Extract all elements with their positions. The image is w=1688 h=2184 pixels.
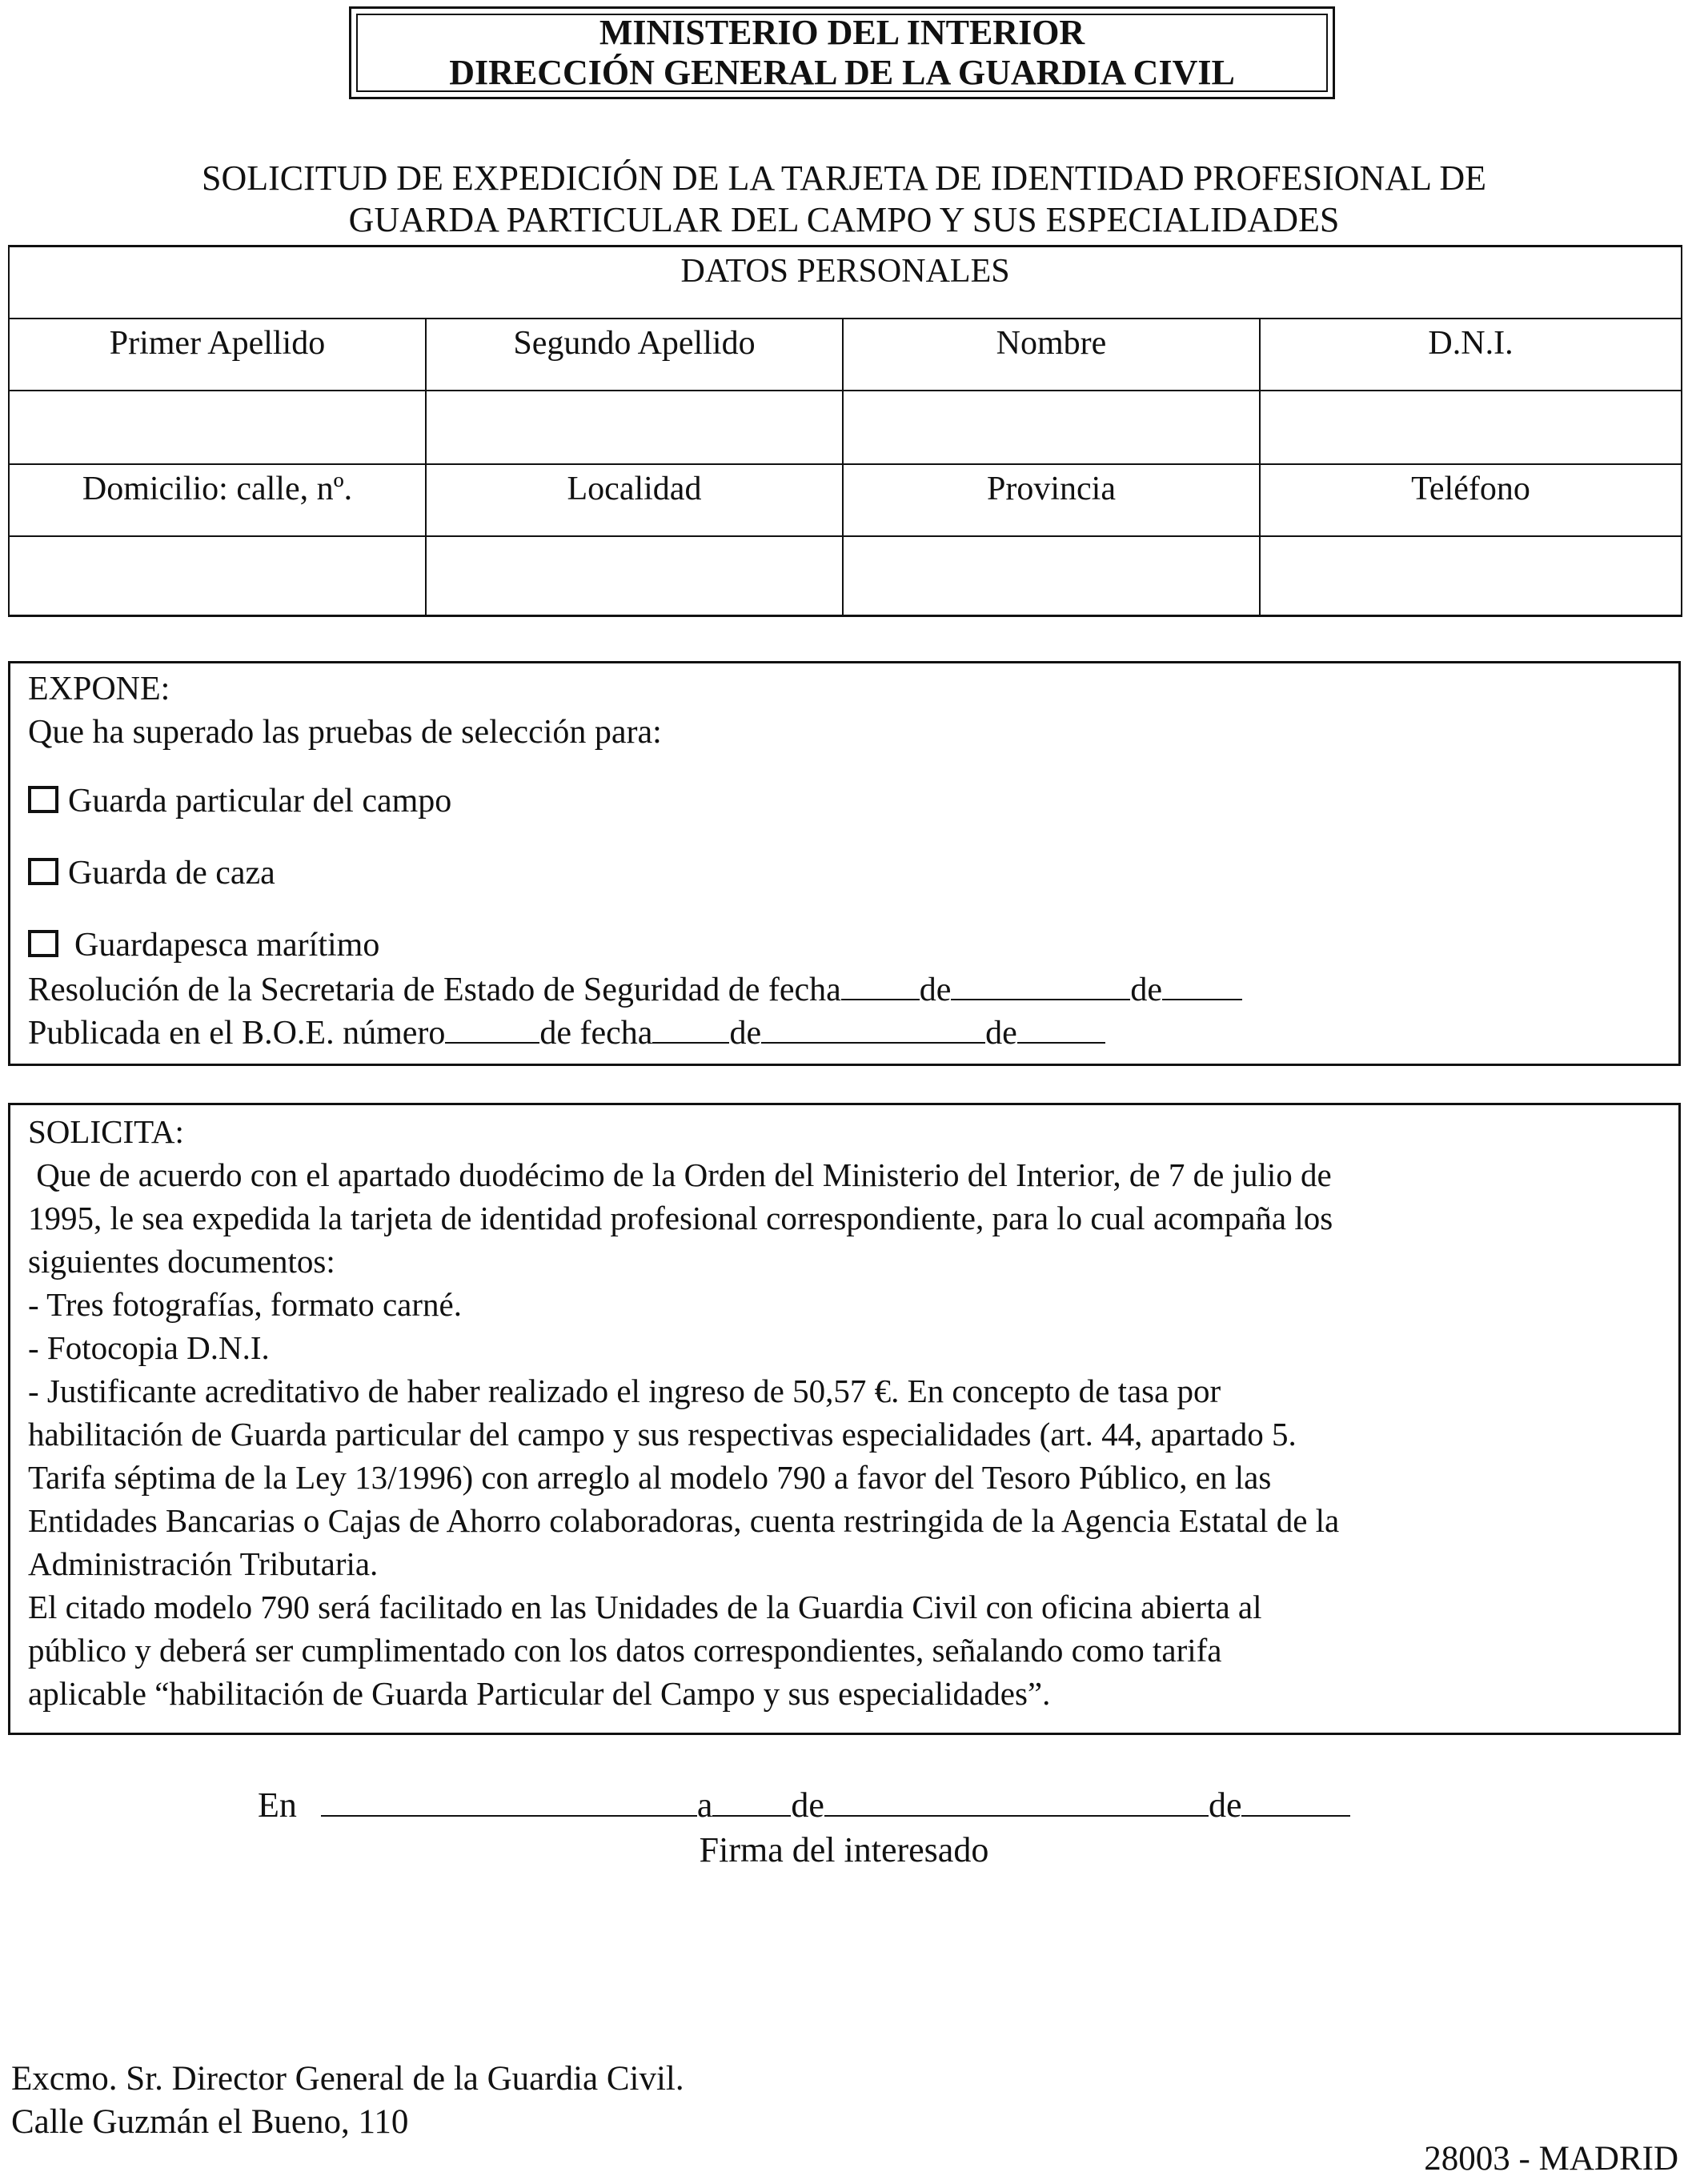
field-domicilio[interactable]	[9, 536, 426, 616]
solicita-line: - Fotocopia D.N.I.	[28, 1329, 270, 1366]
label-localidad: Localidad	[426, 464, 843, 536]
solicita-line: aplicable “habilitación de Guarda Particular del Campo y sus especialidades”.	[28, 1675, 1051, 1712]
publicada-prefix: Publicada en el B.O.E. número	[28, 1015, 446, 1052]
boe-number-field[interactable]	[445, 1015, 539, 1044]
ministry-name: MINISTERIO DEL INTERIOR	[599, 13, 1085, 52]
publicada-de-2: de	[985, 1015, 1017, 1052]
checkbox-guarda-campo[interactable]	[28, 786, 58, 813]
option-guarda-caza[interactable]	[28, 852, 275, 894]
signature-label: Firma del interesado	[699, 1830, 989, 1869]
solicita-line: siguientes documentos:	[28, 1243, 335, 1280]
solicita-heading: SOLICITA:	[28, 1113, 184, 1150]
solicita-line: Entidades Bancarias o Cajas de Ahorro colaboradoras, cuenta restringida de la Agencia Estatal de la	[28, 1502, 1340, 1539]
solicita-line: Que de acuerdo con el apartado duodécimo de la Orden del Ministerio del Interior, de 7 de julio de	[28, 1156, 1332, 1193]
addressee-city: 28003 - MADRID	[1424, 2140, 1678, 2178]
label-telefono: Teléfono	[1260, 464, 1682, 536]
solicita-line: - Justificante acreditativo de haber realizado el ingreso de 50,57 €. En concepto de tasa por	[28, 1373, 1221, 1409]
field-segundo-apellido[interactable]	[426, 391, 843, 464]
solicita-section	[8, 1103, 1681, 1735]
field-telefono[interactable]	[1260, 536, 1682, 616]
field-localidad[interactable]	[426, 536, 843, 616]
resolucion-de-1: de	[919, 972, 952, 1008]
header-box	[349, 6, 1335, 99]
label-nombre: Nombre	[843, 319, 1260, 391]
label-primer-apellido: Primer Apellido	[9, 319, 426, 391]
publicada-de-1: de	[729, 1015, 762, 1052]
addressee-line-1: Excmo. Sr. Director General de la Guardia Civil.	[11, 2060, 684, 2098]
resolucion-de-2: de	[1130, 972, 1163, 1008]
year-field[interactable]	[1241, 1788, 1350, 1817]
label-provincia: Provincia	[843, 464, 1260, 536]
month-field[interactable]	[824, 1788, 1209, 1817]
resolucion-prefix: Resolución de la Secretaria de Estado de Seguridad de fecha	[28, 972, 841, 1008]
solicita-line: habilitación de Guarda particular del campo y sus respectivas especialidades (art. 44, apartado 5.	[28, 1416, 1297, 1453]
boe-year-field[interactable]	[1017, 1015, 1105, 1044]
field-nombre[interactable]	[843, 391, 1260, 464]
de-label-1: de	[791, 1785, 824, 1825]
solicita-line: Administración Tributaria.	[28, 1545, 379, 1582]
resolucion-month-field[interactable]	[951, 972, 1130, 1000]
field-dni[interactable]	[1260, 391, 1682, 464]
expone-heading: EXPONE:	[28, 671, 170, 707]
solicita-line: público y deberá ser cumplimentado con los datos correspondientes, señalando como tarifa	[28, 1632, 1222, 1669]
field-primer-apellido[interactable]	[9, 391, 426, 464]
de-label-2: de	[1208, 1785, 1242, 1825]
boe-day-field[interactable]	[652, 1015, 729, 1044]
resolucion-day-field[interactable]	[841, 972, 920, 1000]
expone-section	[8, 661, 1681, 1066]
label-dni: D.N.I.	[1260, 319, 1682, 391]
a-label: a	[696, 1785, 713, 1825]
resolucion-line	[28, 969, 1242, 1011]
field-provincia[interactable]	[843, 536, 1260, 616]
option-guarda-campo-label: Guarda particular del campo	[68, 783, 452, 820]
boe-month-field[interactable]	[761, 1015, 985, 1044]
personal-data-table	[8, 245, 1682, 617]
checkbox-guardapesca[interactable]	[28, 930, 58, 957]
solicita-line: 1995, le sea expedida la tarjeta de identidad profesional correspondiente, para lo cual acompaña los	[28, 1200, 1333, 1236]
solicita-line: - Tres fotografías, formato carné.	[28, 1286, 462, 1323]
signature-date-line	[258, 1785, 1350, 1826]
form-title-line-1: SOLICITUD DE EXPEDICIÓN DE LA TARJETA DE IDENTIDAD PROFESIONAL DE	[202, 158, 1486, 198]
option-guardapesca-label: Guardapesca marítimo	[74, 927, 380, 964]
option-guardapesca[interactable]	[28, 924, 379, 966]
label-segundo-apellido: Segundo Apellido	[426, 319, 843, 391]
option-guarda-campo[interactable]	[28, 780, 451, 822]
expone-intro: Que ha superado las pruebas de selección para:	[28, 714, 662, 751]
checkbox-guarda-caza[interactable]	[28, 858, 58, 885]
addressee-line-2: Calle Guzmán el Bueno, 110	[11, 2103, 409, 2141]
publicada-line	[28, 1012, 1105, 1054]
place-field[interactable]	[321, 1788, 697, 1817]
solicita-line: El citado modelo 790 será facilitado en las Unidades de la Guardia Civil con oficina abierta al	[28, 1589, 1262, 1625]
personal-data-heading: DATOS PERSONALES	[9, 246, 1682, 319]
day-field[interactable]	[712, 1788, 791, 1817]
solicita-line: Tarifa séptima de la Ley 13/1996) con arreglo al modelo 790 a favor del Tesoro Público, en las	[28, 1459, 1272, 1496]
directorate-name: DIRECCIÓN GENERAL DE LA GUARDIA CIVIL	[449, 53, 1235, 92]
form-title-line-2: GUARDA PARTICULAR DEL CAMPO Y SUS ESPECIALIDADES	[348, 200, 1340, 239]
publicada-fecha: de fecha	[539, 1015, 653, 1052]
resolucion-year-field[interactable]	[1162, 972, 1242, 1000]
label-domicilio: Domicilio: calle, nº.	[9, 464, 426, 536]
option-guarda-caza-label: Guarda de caza	[68, 855, 275, 892]
en-label: En	[258, 1785, 297, 1825]
